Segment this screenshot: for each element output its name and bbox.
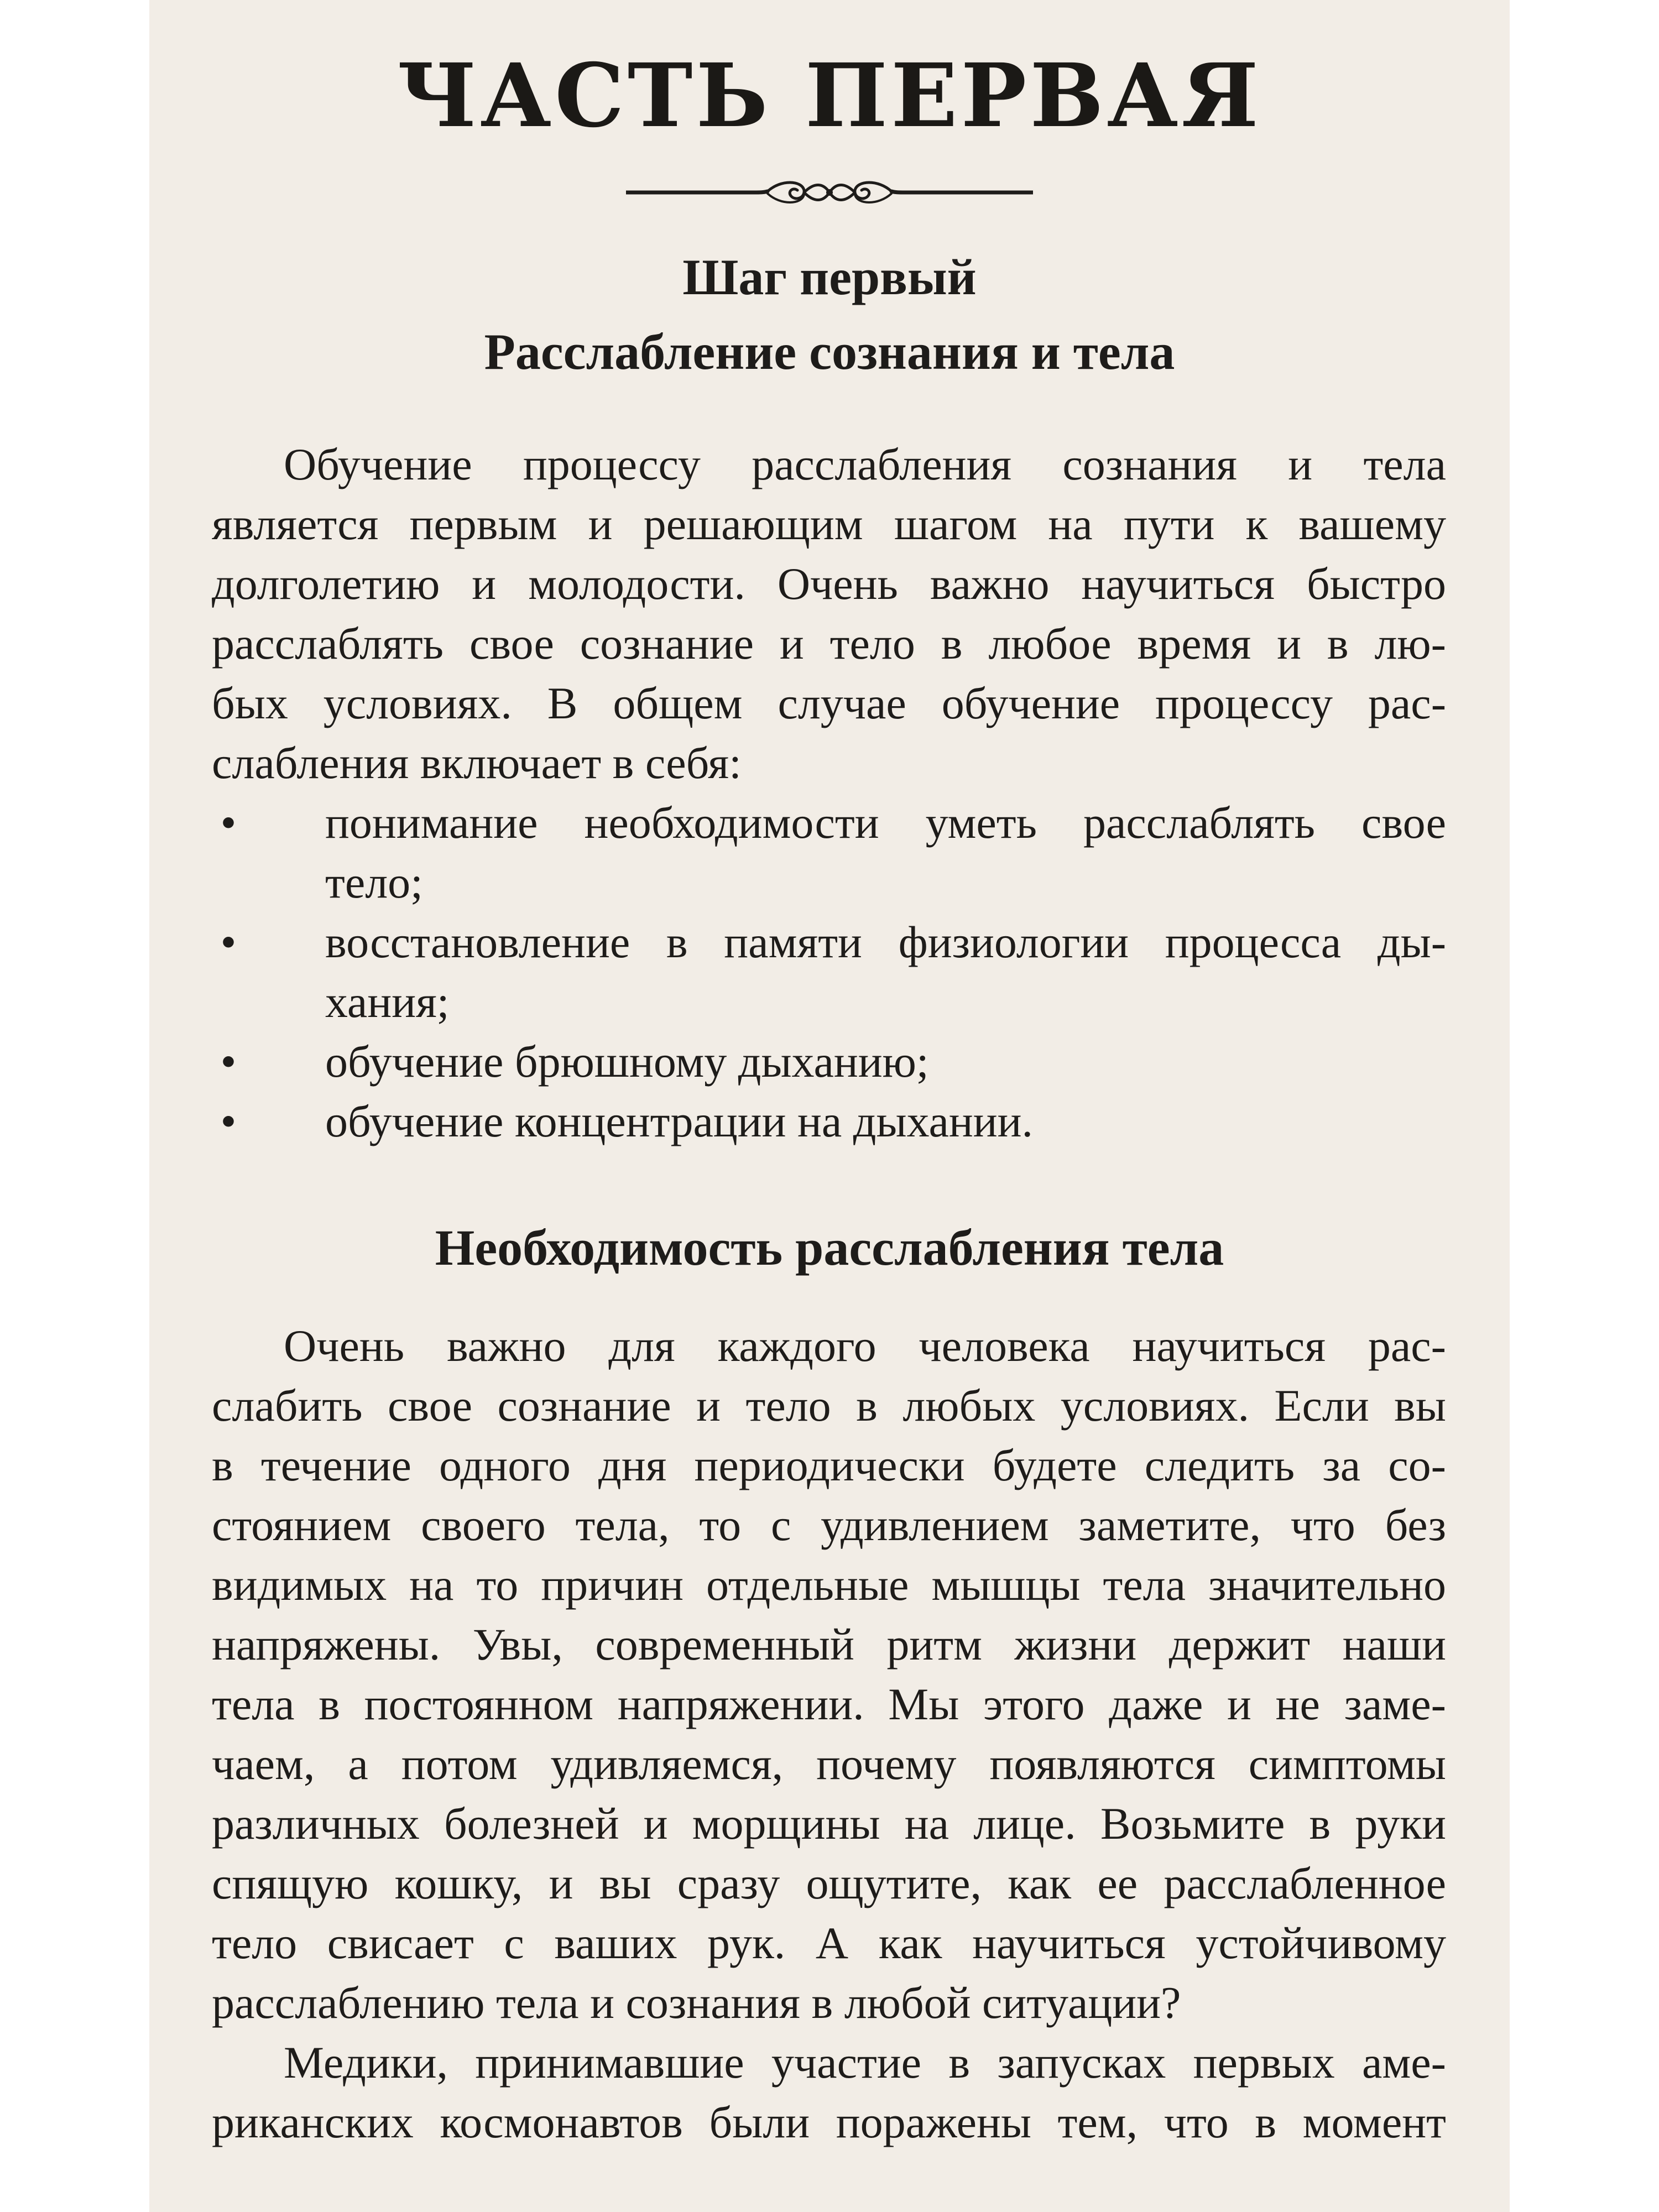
flourish-divider-icon xyxy=(626,176,1033,209)
section-title: Необходимость расслабления тела xyxy=(435,1219,1224,1276)
bullet-icon: • xyxy=(220,1036,237,1087)
text-line: чаем, а потом удивляемся, почему появляются симптомы xyxy=(212,1739,1446,1789)
text-line: в течение одного дня периодически будете следить за со- xyxy=(212,1440,1446,1490)
part-title: ЧАСТЬ ПЕРВАЯ xyxy=(397,45,1262,147)
text-line: тела в постоянном напряжении. Мы этого даже и не заме- xyxy=(212,1679,1446,1729)
list-item xyxy=(212,1032,1446,1092)
intro-paragraph xyxy=(212,435,1446,793)
text-line: тело свисает с ваших рук. А как научиться устойчивому xyxy=(212,1918,1446,1968)
text-line: слабления включает в себя: xyxy=(212,738,742,788)
bullet-icon: • xyxy=(220,917,237,967)
list-item xyxy=(212,1092,1446,1151)
text-line: бых условиях. В общем случае обучение процессу рас- xyxy=(212,678,1446,728)
text-line: видимых на то причин отдельные мышцы тела значительно xyxy=(212,1559,1446,1610)
body-paragraph xyxy=(212,1316,1446,2152)
bullet-list xyxy=(212,793,1446,1151)
text-line: расслаблению тела и сознания в любой ситуации? xyxy=(212,1978,1181,2028)
bullet-icon: • xyxy=(220,797,237,848)
text-line: является первым и решающим шагом на пути к вашему xyxy=(212,499,1446,549)
text-line: понимание необходимости уметь расслаблять свое xyxy=(325,797,1446,848)
book-page xyxy=(149,0,1510,2212)
text-line: спящую кошку, и вы сразу ощутите, как ее расслабленное xyxy=(212,1858,1446,1908)
text-line: Обучение процессу расслабления сознания и тела xyxy=(284,439,1446,489)
text-line: расслаблять свое сознание и тело в любое время и в лю- xyxy=(212,618,1446,669)
text-line: слабить свое сознание и тело в любых условиях. Если вы xyxy=(212,1380,1446,1431)
text-line: риканских космонавтов были поражены тем, что в момент xyxy=(212,2097,1446,2147)
bullet-icon: • xyxy=(220,1096,237,1146)
list-item xyxy=(212,793,1446,912)
step-title: Шаг первый xyxy=(682,249,977,305)
step-subtitle: Расслабление сознания и тела xyxy=(484,324,1175,380)
text-line: долголетию и молодости. Очень важно научиться быстро xyxy=(212,559,1446,609)
text-line: Очень важно для каждого человека научиться рас- xyxy=(284,1321,1446,1371)
text-line: обучение концентрации на дыхании. xyxy=(325,1096,1034,1146)
text-line: восстановление в памяти физиологии процесса ды- xyxy=(325,917,1446,967)
text-line: стоянием своего тела, то с удивлением заметите, что без xyxy=(212,1500,1446,1550)
text-line: хания; xyxy=(325,977,450,1027)
text-line: Медики, принимавшие участие в запусках первых аме- xyxy=(284,2037,1446,2088)
text-line: напряжены. Увы, современный ритм жизни держит наши xyxy=(212,1619,1446,1670)
text-line: тело; xyxy=(325,857,423,907)
text-line: обучение брюшному дыханию; xyxy=(325,1036,929,1087)
list-item xyxy=(212,912,1446,1032)
text-line: различных болезней и морщины на лице. Возьмите в руки xyxy=(212,1798,1446,1849)
